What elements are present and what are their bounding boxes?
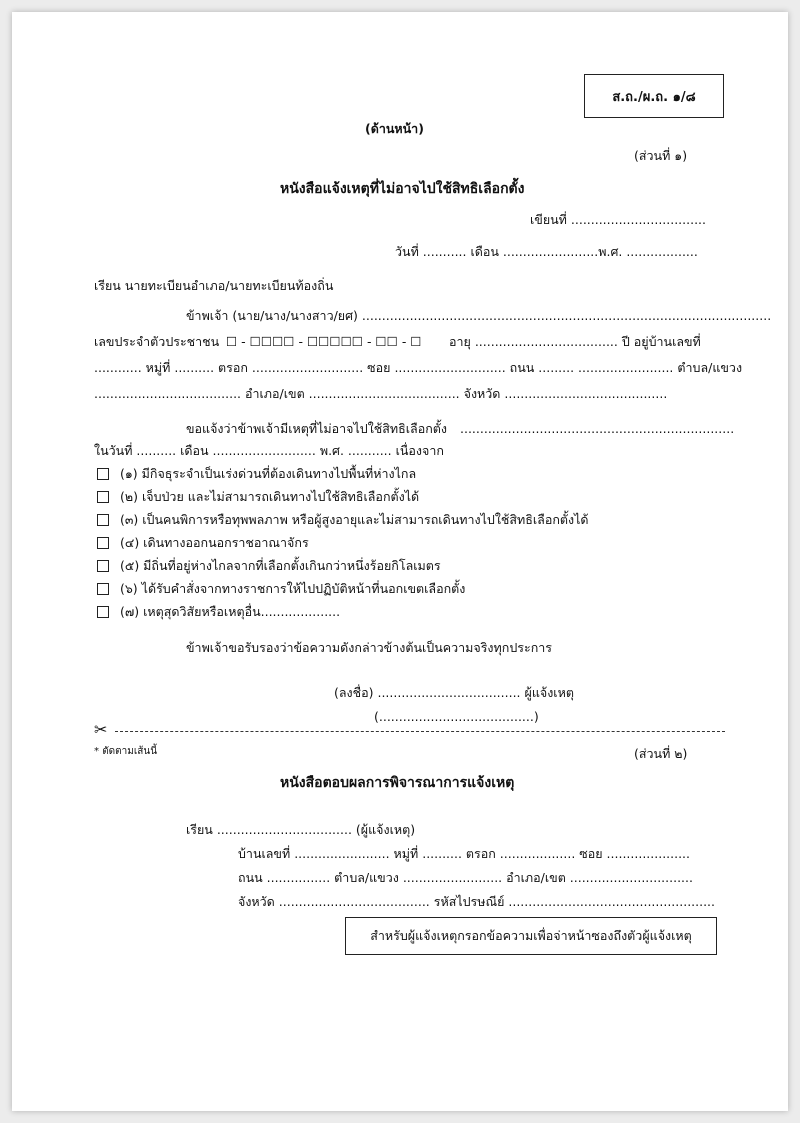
addressee: เรียน นายทะเบียนอำเภอ/นายทะเบียนท้องถิ่น (94, 278, 334, 293)
cut-line (115, 731, 725, 732)
reason-label-5: (๕) มีถิ่นที่อยู่ห่างไกลจากที่เลือกตั้งเกินกว่าหนึ่งร้อยกิโลเมตร (120, 558, 441, 573)
reason-date-field[interactable]: ในวันที่ .......... เดือน .......................... พ.ศ. ........... เนื่องจาก (94, 443, 444, 458)
reply-address-line-3[interactable]: จังหวัด ...................................... รหัสไปรษณีย์ .................................................... (238, 894, 716, 909)
part1-label: (ส่วนที่ ๑) (634, 148, 688, 163)
cut-note: * ตัดตามเส้นนี้ (94, 746, 158, 757)
address-line-1[interactable]: ............ หมู่ที่ .......... ตรอก ............................ ซอย ............................ ถนน ......... ........................ ตำบล/แขวง (94, 360, 743, 375)
envelope-note-box (345, 917, 717, 955)
notify-statement: ขอแจ้งว่าข้าพเจ้ามีเหตุที่ไม่อาจไปใช้สิทธิเลือกตั้ง (186, 421, 448, 436)
envelope-note: สำหรับผู้แจ้งเหตุกรอกข้อความเพื่อจ่าหน้าซองถึงตัวผู้แจ้งเหตุ (370, 928, 692, 943)
part2-title: หนังสือตอบผลการพิจารณาการแจ้งเหตุ (280, 775, 515, 791)
reason-checkbox-6[interactable] (97, 583, 109, 595)
form-code: ส.ถ./ผ.ถ. ๑/๘ (612, 89, 696, 105)
reason-label-2: (๒) เจ็บป่วย และไม่สามารถเดินทางไปใช้สิทธิเลือกตั้งได้ (120, 489, 420, 504)
reason-label-7[interactable]: (๗) เหตุสุดวิสัยหรือเหตุอื่น.................... (120, 604, 341, 619)
reply-address-line-1[interactable]: บ้านเลขที่ ........................ หมู่ที่ .......... ตรอก ................... ซอย ..................... (238, 846, 691, 861)
reason-checkbox-2[interactable] (97, 491, 109, 503)
reason-label-6: (๖) ได้รับคำสั่งจากทางราชการให้ไปปฏิบัติหน้าที่นอกเขตเลือกตั้ง (120, 581, 466, 596)
address-line-2[interactable]: ..................................... อำเภอ/เขต ...................................... จังหวัด ......................................... (94, 386, 668, 401)
age-house-field[interactable]: อายุ .................................... ปี อยู่บ้านเลขที่ (449, 334, 701, 349)
reply-address-line-2[interactable]: ถนน ................ ตำบล/แขวง ......................... อำเภอ/เขต ............................... (238, 870, 693, 885)
date-field[interactable]: วันที่ ........... เดือน ........................พ.ศ. .................. (395, 244, 698, 259)
name-field[interactable]: ข้าพเจ้า (นาย/นาง/นางสาว/ยศ) ....................................................................................................... (186, 308, 772, 323)
reason-checkbox-1[interactable] (97, 468, 109, 480)
page-side-label: (ด้านหน้า) (365, 121, 424, 136)
notify-dots-field[interactable]: ..................................................................... (460, 421, 735, 436)
reason-checkbox-4[interactable] (97, 537, 109, 549)
reason-checkbox-5[interactable] (97, 560, 109, 572)
form-code-box (584, 74, 724, 118)
reason-label-1: (๑) มีกิจธุระจำเป็นเร่งด่วนที่ต้องเดินทางไปพื้นที่ห่างไกล (120, 466, 417, 481)
reason-checkbox-3[interactable] (97, 514, 109, 526)
id-label: เลขประจำตัวประชาชน (94, 334, 220, 349)
reason-checkbox-7[interactable] (97, 606, 109, 618)
reason-label-4: (๔) เดินทางออกนอกราชอาณาจักร (120, 535, 309, 550)
scissors-icon: ✂ (94, 720, 108, 739)
part2-label: (ส่วนที่ ๒) (634, 746, 688, 761)
signer-name-field[interactable]: (.......................................) (374, 709, 539, 724)
written-at-field[interactable]: เขียนที่ .................................. (530, 212, 706, 227)
reply-addressee-field[interactable]: เรียน .................................. (ผู้แจ้งเหตุ) (186, 822, 416, 837)
id-number-boxes[interactable]: ☐ - ☐☐☐☐ - ☐☐☐☐☐ - ☐☐ - ☐ (226, 334, 422, 349)
certify-statement: ข้าพเจ้าขอรับรองว่าข้อความดังกล่าวข้างต้นเป็นความจริงทุกประการ (186, 640, 552, 655)
reason-label-3: (๓) เป็นคนพิการหรือทุพพลภาพ หรือผู้สูงอายุและไม่สามารถเดินทางไปใช้สิทธิเลือกตั้งได้ (120, 512, 589, 527)
document-page (12, 12, 788, 1111)
part1-title: หนังสือแจ้งเหตุที่ไม่อาจไปใช้สิทธิเลือกตั้ง (280, 181, 525, 197)
signature-field[interactable]: (ลงชื่อ) .................................... ผู้แจ้งเหตุ (334, 685, 574, 700)
